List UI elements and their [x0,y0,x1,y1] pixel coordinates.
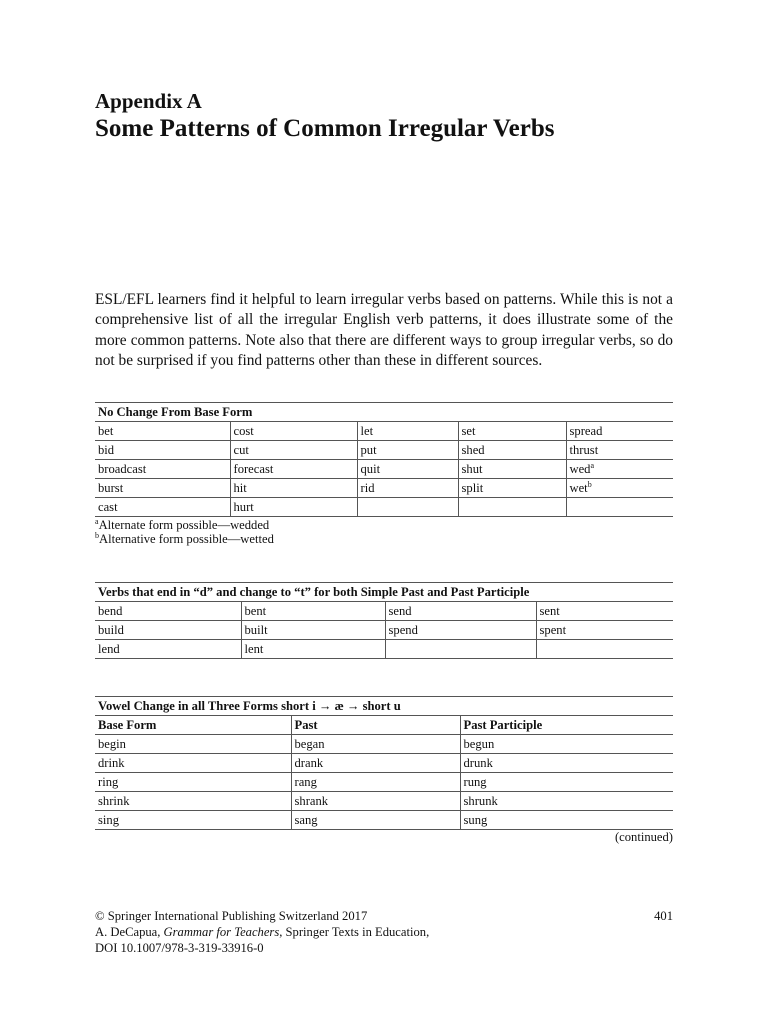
table-cell [458,498,566,517]
page-footer [95,908,673,956]
table-row [95,621,673,640]
footnote-a: $^a$Alternate form possible—wedded [95,517,270,532]
table-row [95,441,673,460]
table-caption: Vowel Change in all Three Forms short i → æ → short u [95,697,673,716]
table-cell: lent [241,640,385,659]
table-cell: bid [95,441,230,460]
page-number: 401 [654,909,673,923]
table-cell: rung [460,773,673,792]
table-cell: set [458,422,566,441]
table-cell [357,498,458,517]
citation-line: A. DeCapua, Grammar for Teachers, Springer Texts in Education, [95,925,430,939]
table-row [95,422,673,441]
table-cell: shrank [291,792,460,811]
table-cell: sing [95,811,291,830]
table-cell: sang [291,811,460,830]
table-cell [566,498,673,517]
table-row [95,498,673,517]
table-cell: spread [566,422,673,441]
footnotes [95,518,274,546]
table-cell: sung [460,811,673,830]
table-cell: shut [458,460,566,479]
table-cell: wet$^b$ [566,479,673,498]
table-caption-row [95,403,673,422]
table-caption: No Change From Base Form [95,403,673,422]
table-caption-row [95,697,673,716]
table-row [95,792,673,811]
table-cell: ring [95,773,291,792]
vowel-change-table [95,696,673,830]
table-cell: build [95,621,241,640]
table-row [95,811,673,830]
table-cell: sent [536,602,673,621]
no-change-table [95,402,673,517]
table-cell: cut [230,441,357,460]
table-cell: quit [357,460,458,479]
table-cell: began [291,735,460,754]
table-cell: Base Form [95,716,291,735]
table-cell: bent [241,602,385,621]
table-cell: built [241,621,385,640]
table-cell: begin [95,735,291,754]
table-cell: drunk [460,754,673,773]
table-cell: thrust [566,441,673,460]
table-row [95,460,673,479]
copyright-line: © Springer International Publishing Switzerland 2017 [95,909,368,923]
table-cell: rang [291,773,460,792]
table-cell: Past [291,716,460,735]
table-caption: Verbs that end in “d” and change to “t” for both Simple Past and Past Participle [95,583,673,602]
continued-note: (continued) [614,830,673,844]
table-cell: cast [95,498,230,517]
table-cell: rid [357,479,458,498]
table-cell: split [458,479,566,498]
table-cell: bet [95,422,230,441]
table-row [95,640,673,659]
table-caption-row [95,583,673,602]
table-cell: Past Participle [460,716,673,735]
table-row [95,479,673,498]
table-cell: shrink [95,792,291,811]
table-cell: burst [95,479,230,498]
table-row [95,602,673,621]
table-header-row [95,716,673,735]
table-cell: let [357,422,458,441]
table-cell: forecast [230,460,357,479]
table-cell: spend [385,621,536,640]
table-cell: bend [95,602,241,621]
table-cell: drank [291,754,460,773]
table-cell: begun [460,735,673,754]
table-cell: shed [458,441,566,460]
d-to-t-table [95,582,673,659]
table-cell [536,640,673,659]
table-row [95,754,673,773]
table-cell: shrunk [460,792,673,811]
table-cell: put [357,441,458,460]
table-cell: send [385,602,536,621]
table-cell: hit [230,479,357,498]
doi-line: DOI 10.1007/978-3-319-33916-0 [95,941,264,955]
appendix-label: Appendix A [95,89,202,113]
table-cell: lend [95,640,241,659]
table-cell: wed$^a$ [566,460,673,479]
table-cell [385,640,536,659]
table-cell: spent [536,621,673,640]
footnote-b: $^b$Alternative form possible—wetted [95,531,274,546]
table-cell: cost [230,422,357,441]
table-cell: drink [95,754,291,773]
table-cell: hurt [230,498,357,517]
intro-paragraph: ESL/EFL learners find it helpful to learn irregular verbs based on patterns. While this is not a comprehensive list of all the irregular English verb patterns, it does illustrate some of the more common patterns. Note also that there are different ways to group irregular verbs, so do not be surprised if you find patterns other than these in different sources. [95,291,673,370]
table-row [95,773,673,792]
table-cell: broadcast [95,460,230,479]
page-title: Some Patterns of Common Irregular Verbs [95,115,555,142]
table-row [95,735,673,754]
